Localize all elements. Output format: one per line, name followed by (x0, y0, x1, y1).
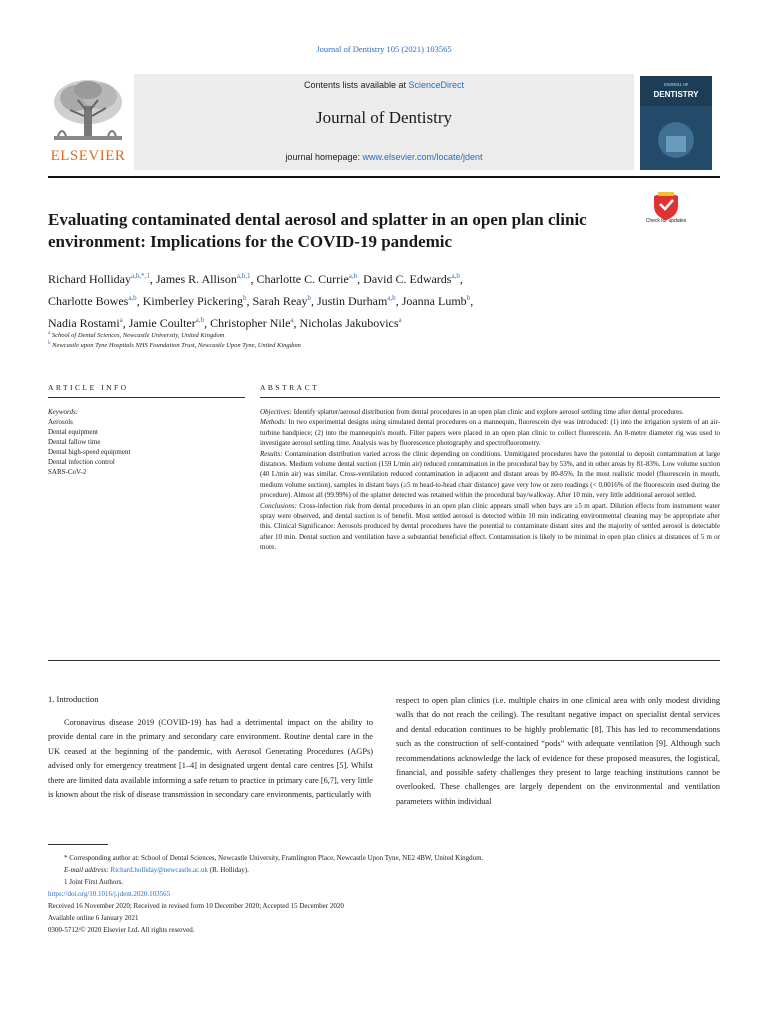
affiliation-b (48, 341, 301, 349)
homepage-prefix: journal homepage: (285, 152, 363, 162)
author[interactable]: Charlotte C. Currie$^{a,b}$ (256, 272, 358, 286)
author[interactable]: James R. Allison$^{a,b,1}$ (155, 272, 251, 286)
journal-title: Journal of Dentistry (316, 108, 452, 127)
body-column-left (48, 716, 373, 802)
cover-title: DENTISTRY (653, 90, 699, 99)
homepage-line (134, 152, 634, 162)
author[interactable]: David C. Edwards$^{a,b}$ (363, 272, 460, 286)
check-for-updates-label[interactable]: Check for updates (645, 218, 687, 224)
joint-authors-note: 1 Joint First Authors. (64, 878, 124, 886)
author-list: Richard Holliday$^{a,b,*,1}$, James R. Allison$^{a,b,1}$, Charlotte C. Currie$^{a,b}$, David C. Edwards$^{a,b}$, Charlotte Bowes$^{a,b}$, Kimberley Pickering$^b$, Sarah Reay$^b$, Justin Durham$^{a,b}$, Joanna Lumb$^b$, Nadia Rostami$^a$, Jamie Coulter$^{a,b}$, Christopher Nile$^a$, Nicholas Jakubovics$^a$ (48, 272, 474, 330)
footnote-rule (48, 844, 108, 845)
affiliation-mark: b (48, 341, 51, 346)
author[interactable]: Nicholas Jakubovics$^a$ (299, 316, 402, 330)
keywords-label: Keywords: (48, 408, 79, 416)
section-heading-introduction: 1. Introduction (48, 694, 99, 704)
abstract-objectives: Objectives: Identify splatter/aerosol distribution from dental procedures in an open plan clinic and explore aerosol settling time after dental procedures. (260, 408, 684, 416)
author[interactable]: Sarah Reay$^b$ (252, 294, 311, 308)
author[interactable]: Richard Holliday$^{a,b,*,1}$ (48, 272, 150, 286)
header-rule (48, 176, 720, 178)
email-note: E-mail address: Richard.holliday@newcastle.ac.uk (R. Holliday). (64, 866, 249, 874)
author[interactable]: Kimberley Pickering$^b$ (142, 294, 247, 308)
body-column-right (396, 694, 720, 809)
abstract-text (260, 407, 720, 553)
doi-link[interactable]: https://doi.org/10.1016/j.jdent.2020.103565 (48, 890, 171, 898)
contents-prefix: Contents lists available at (303, 80, 409, 90)
abstract-conclusions: Conclusions: Cross-infection risk from dental procedures in an open plan clinic appears small when bays are ≥5 m apart. Dilution effects from instrument water spray were observed, and dental suction is of benefit. Most settled aerosol is detected within 10 min indicating environmental cleaning may be appropriate after this. Clinical Significance: Aerosols produced by dental procedures have the potential to contaminate distant sites and the majority of settled aerosol is detectable after 10 min. Dental suction and ventilation have a substantial beneficial effect. Contamination is likely to be minimal in open plan clinics at distances of 5 m or more. (260, 501, 720, 552)
keywords-list (48, 407, 245, 477)
email-link[interactable]: Richard.holliday@newcastle.ac.uk (110, 866, 209, 874)
paragraph: Coronavirus disease 2019 (COVID-19) has had a detrimental impact on the ability to provide dental care in the primary and secondary care environment. Routine dental care in the UK ceased at the beginning of the pandemic, with Aerosol Generating Procedures (AGPs) advised only for emergency treatment [1–4] in designated urgent dental care centres [5]. Whilst there are limited data available informing a safe return to practice in primary care [6,7], very little is known about the risk of disease transmission in secondary care environments, particularly with (48, 718, 373, 800)
article-info-heading: ARTICLE INFO (48, 383, 129, 392)
footnotes (48, 852, 720, 936)
author[interactable]: Joanna Lumb$^b$ (401, 294, 471, 308)
divider (260, 397, 720, 398)
author[interactable]: Jamie Coulter$^{a,b}$ (128, 316, 205, 330)
abstract-methods: Methods: In two experimental designs using simulated dental procedures on a mannequin, fluorescein dye was introduced: (1) into the irrigation system of an air-turbine handpiece; (2) into the mannequin's mouth. Filter papers were placed in an open plan clinic to collect fluorescein. An 8-metre diameter rig was used to investigate aerosol settling time. Analysis was by fluorescence photography and spectrofluorometry. (260, 418, 720, 448)
abstract-heading: ABSTRACT (260, 383, 320, 392)
received-dates: Received 16 November 2020; Received in revised form 10 December 2020; Accepted 15 December 2020 (48, 902, 344, 910)
homepage-link[interactable]: www.elsevier.com/locate/jdent (362, 152, 483, 162)
divider (48, 660, 720, 661)
journal-cover-thumbnail[interactable] (640, 76, 712, 170)
title-line-2: environment: Implications for the COVID-19 pandemic (48, 232, 453, 251)
elsevier-wordmark: ELSEVIER (50, 148, 126, 164)
author[interactable]: Nadia Rostami$^a$ (48, 316, 123, 330)
keyword: SARS-CoV-2 (48, 468, 87, 476)
journal-reference[interactable]: Journal of Dentistry 105 (2021) 103565 (316, 44, 452, 54)
footnote-mark: * (64, 854, 68, 862)
footnote-mark: 1 (64, 878, 68, 886)
available-online: Available online 6 January 2021 (48, 914, 139, 922)
check-for-updates-icon[interactable] (644, 190, 688, 230)
keyword: Dental high-speed equipment (48, 448, 131, 456)
author[interactable]: Justin Durham$^{a,b}$ (316, 294, 396, 308)
abstract-results: Results: Contamination distribution varied across the clinic depending on conditions. Unmitigated procedures have the potential to deposit contamination at large distances. Medium volume dental suction (159 L/min air) reduced contamination in the procedural bay by 53%, and in other areas by 81-83%. Low volume suction (40 L/min air) was similar. Cross-ventilation reduced contamination in adjacent and distant areas by 80-85%. In the most realistic model (fluorescein in mouth, medium volume suction), samples in distant bays (≥5 m head-to-head chair distance) gave very low or zero readings (< 0.0016% of the fluorescein used during the procedure). Almost all (99.99%) of the splatter detected was retained within the procedural bay/walkway. After 10 min, very little additional aerosol settled. (260, 449, 720, 500)
paper-title (48, 209, 628, 253)
author[interactable]: Charlotte Bowes$^{a,b}$ (48, 294, 137, 308)
title-line-1: Evaluating contaminated dental aerosol and splatter in an open plan clinic (48, 210, 587, 229)
contents-line (134, 80, 634, 90)
keyword: Dental infection control (48, 458, 115, 466)
sciencedirect-link[interactable]: ScienceDirect (408, 80, 465, 90)
affiliation-text: Newcastle upon Tyne Hospitals NHS Foundation Trust, Newcastle Upon Tyne, United Kingdom (52, 342, 301, 350)
copyright: 0300-5712/© 2020 Elsevier Ltd. All rights reserved. (48, 926, 195, 934)
keyword: Dental fallow time (48, 438, 101, 446)
affiliation-text: School of Dental Sciences, Newcastle University, United Kingdom (51, 332, 225, 340)
keyword: Dental equipment (48, 428, 98, 436)
corresponding-author-note: * Corresponding author at: School of Dental Sciences, Newcastle University, Framlington Place, Newcastle Upon Tyne, NE2 4BW, United Kingdom. (64, 854, 484, 862)
paragraph: respect to open plan clinics (i.e. multiple chairs in one clinical area with only modest dividing walls that do not reach the ceiling). The resultant negative impact on specialist dental services and dental education continues to be highly problematic [8]. This has led to recommendations such as the construction of self-contained “pods” with adequate ventilation [9]. Although such recommendations acknowledge the lack of evidence for these proposed measures, the logistical, financial, and possible safety challenges they present to large teaching institutions cannot be overlooked. These challenges are largely dependent on the environmental and ventilation parameters within individual (396, 696, 720, 806)
cover-image (640, 106, 712, 170)
affiliation-a (48, 331, 224, 339)
author[interactable]: Christopher Nile$^a$ (210, 316, 294, 330)
keyword: Aerosols (48, 418, 73, 426)
divider (48, 397, 245, 398)
affiliation-mark: a (48, 331, 51, 336)
cover-subtitle: JOURNAL OF (663, 82, 689, 87)
